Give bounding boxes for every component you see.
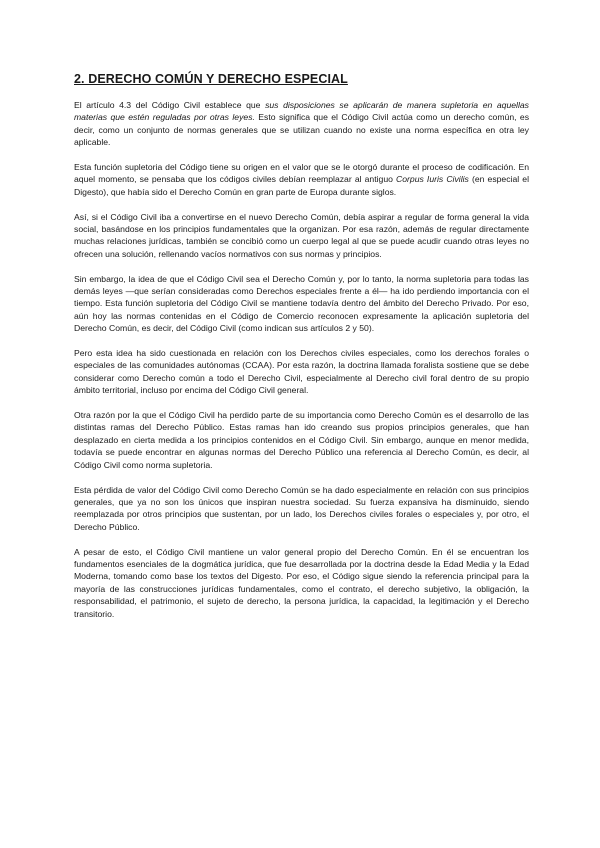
section-heading: 2. DERECHO COMÚN Y DERECHO ESPECIAL xyxy=(74,72,348,86)
paragraph-text: Sin embargo, la idea de que el Código Civil sea el Derecho Común y, por lo tanto, la norma supletoria para todas las demás leyes —que serían consideradas como Derechos especiales frente a él— ha ido perdiendo importancia con el tiempo. Esta función supletoria del Código Civil se mantiene todavía dentro del ámbito del Derecho Privado. Por eso, aún hoy las normas contenidas en el Código de Comercio reconocen expresamente la aplicación supletoria del Derecho Común, es decir, del Código Civil (como indican sus artículos 2 y 50). xyxy=(74,273,529,334)
paragraph-text: Así, si el Código Civil iba a convertirse en el nuevo Derecho Común, debía aspirar a regular de forma general la vida social, basándose en los principios fundamentales que la organizan. Por esa razón, además de regular directamente muchas relaciones jurídicas, también se concibió como un cuerpo legal al que se puede acudir cuando otras leyes no ofrecen una solución, rellenando vacíos normativos con sus normas y principios. xyxy=(74,211,529,259)
paragraph-emphasis: Corpus Iuris Civilis xyxy=(396,174,469,185)
paragraph-text: A pesar de esto, el Código Civil mantiene un valor general propio del Derecho Común. En él se encuentran los fundamentos esenciales de la dogmática jurídica, que fue desarrollada por la doctrina desde la Edad Media y la Edad Moderna, tomando como base los textos del Digesto. Por eso, el Código sigue siendo la referencia principal para la mayoría de las construcciones jurídicas fundamentales, como el contrato, el derecho subjetivo, la obligación, la responsabilidad, el patrimonio, el sujeto de derecho, la persona jurídica, la capacidad, la legitimación y el Derecho transitorio. xyxy=(74,546,529,619)
paragraph-text: Esta función supletoria del Código tiene su origen en el valor que se le otorgó durante el proceso de codificación. En aquel momento, se pensaba que los códigos civiles debían reemplazar al antiguo xyxy=(74,162,529,185)
paragraph xyxy=(74,484,529,534)
paragraph-text: El artículo 4.3 del Código Civil establece que xyxy=(74,100,266,110)
paragraph-text: Otra razón por la que el Código Civil ha perdido parte de su importancia como Derecho Común es el desarrollo de las distintas ramas del Derecho Público. Estas ramas han ido creando sus propios principios generales, que han desplazado en cierta medida a los principios contenidos en el Código Civil. Sin embargo, aunque en menor medida, todavía se puede encontrar en algunas normas del Derecho Público una referencia al Derecho Común, es decir, al Código Civil como norma supletoria. xyxy=(74,410,529,470)
paragraph xyxy=(74,409,529,471)
paragraph-text-continued: Esto significa que el Código Civil actúa como un derecho común, es decir, como un conjunto de normas generales que se utilizan cuando no existe una norma específica en otra ley aplicable. xyxy=(74,112,530,148)
paragraph xyxy=(74,273,529,335)
paragraph-text: Esta pérdida de valor del Código Civil como Derecho Común se ha dado especialmente en relación con sus principios generales, que ya no son los únicos que inspiran nuestra sociedad. Su fuerza expansiva ha disminuido, siendo reemplazada por otros principios que sustentan, por un lado, los Derechos civiles forales o especiales y, por otro, el Derecho Público. xyxy=(74,484,529,532)
paragraph xyxy=(74,211,529,261)
paragraph-emphasis: sus disposiciones se aplicarán de manera supletoria en aquellas materias que estén reguladas por otras leyes. xyxy=(74,100,529,123)
document-body xyxy=(74,99,529,632)
paragraph xyxy=(74,99,529,149)
paragraph xyxy=(74,161,529,198)
paragraph xyxy=(74,546,529,620)
paragraph-text: Pero esta idea ha sido cuestionada en relación con los Derechos civiles especiales, como los derechos forales o especiales de las comunidades autónomas (CCAA). Por esta razón, la doctrina llamada foralista sostiene que se debe considerar como Derecho común a todo el Derecho Civil, especialmente al Derecho civil foral dentro de su propio ámbito territorial, incluso por encima del Código Civil general. xyxy=(74,348,529,396)
paragraph xyxy=(74,347,529,397)
paragraph-text-continued: (en especial el Digesto), que había sido el Derecho Común en gran parte de Europa durante siglos. xyxy=(74,174,529,197)
